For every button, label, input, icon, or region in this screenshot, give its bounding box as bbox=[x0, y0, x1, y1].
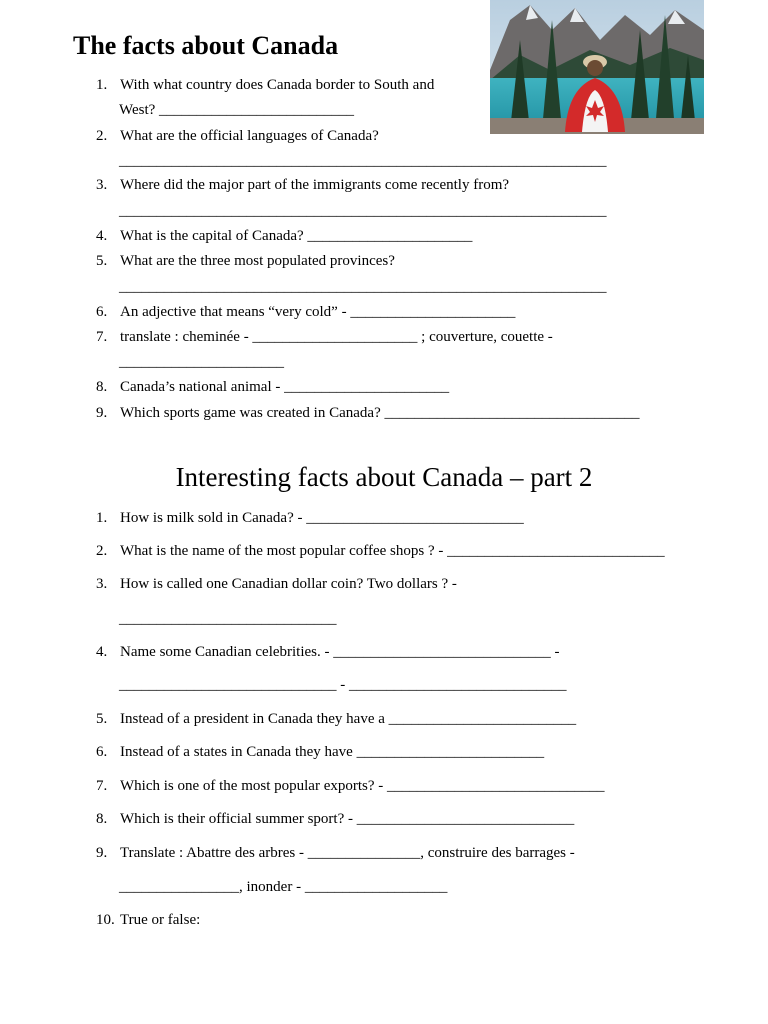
question-4 bbox=[96, 644, 696, 661]
question-number: 8. bbox=[96, 811, 108, 827]
question-9 bbox=[96, 405, 696, 422]
question-text: Which sports game was created in Canada? __________________________________ bbox=[120, 405, 640, 421]
answer-line: _____________________________ bbox=[119, 611, 337, 627]
question-text: Instead of a president in Canada they have a _________________________ bbox=[120, 711, 577, 727]
question-text: Where did the major part of the immigrants come recently from? bbox=[120, 177, 510, 193]
section-2-title: Interesting facts about Canada – part 2 bbox=[175, 462, 593, 492]
question-text: What are the official languages of Canada? bbox=[120, 128, 379, 144]
question-text: translate : cheminée - ______________________ ; couverture, couette - bbox=[120, 329, 553, 345]
question-number: 5. bbox=[96, 253, 108, 269]
question-text: What are the three most populated provinces? bbox=[120, 253, 395, 269]
canada-photo bbox=[490, 0, 704, 134]
answer-line: ________________, inonder - ___________________ bbox=[119, 879, 448, 895]
question-2 bbox=[96, 543, 696, 560]
question-number: 8. bbox=[96, 379, 108, 395]
question-6 bbox=[96, 304, 696, 321]
question-number: 9. bbox=[96, 405, 108, 421]
question-text: An adjective that means “very cold” - ______________________ bbox=[120, 304, 516, 320]
question-number: 5. bbox=[96, 711, 108, 727]
question-number: 4. bbox=[96, 228, 108, 244]
question-text: Translate : Abattre des arbres - _______________, construire des barrages - bbox=[120, 845, 575, 861]
question-10 bbox=[96, 912, 696, 929]
question-text: Instead of a states in Canada they have _________________________ bbox=[120, 744, 545, 760]
question-number: 1. bbox=[96, 510, 108, 526]
question-text: What is the name of the most popular coffee shops ? - _____________________________ bbox=[120, 543, 665, 559]
question-8 bbox=[96, 379, 696, 396]
question-2 bbox=[96, 128, 696, 145]
question-7 bbox=[96, 778, 696, 795]
answer-line: _________________________________________________________________ bbox=[119, 279, 607, 295]
question-text: Which is one of the most popular exports? - _____________________________ bbox=[120, 778, 605, 794]
question-number: 2. bbox=[96, 128, 108, 144]
question-6 bbox=[96, 744, 696, 761]
question-text: How is called one Canadian dollar coin? Two dollars ? - bbox=[120, 576, 457, 592]
question-text: True or false: bbox=[120, 912, 201, 928]
question-number: 7. bbox=[96, 329, 108, 345]
question-text: Canada’s national animal - ______________________ bbox=[120, 379, 450, 395]
question-5 bbox=[96, 253, 696, 270]
question-9 bbox=[96, 845, 696, 862]
question-number: 1. bbox=[96, 77, 108, 93]
answer-line: West? __________________________ bbox=[119, 102, 355, 118]
question-8 bbox=[96, 811, 696, 828]
answer-line: ______________________ bbox=[119, 354, 284, 370]
question-1 bbox=[96, 510, 696, 527]
question-5 bbox=[96, 711, 696, 728]
question-3 bbox=[96, 576, 696, 593]
question-1 bbox=[96, 77, 696, 94]
question-text: Name some Canadian celebrities. - _____________________________ - bbox=[120, 644, 560, 660]
question-number: 6. bbox=[96, 744, 108, 760]
question-number: 3. bbox=[96, 177, 108, 193]
question-number: 6. bbox=[96, 304, 108, 320]
question-text: Which is their official summer sport? - _____________________________ bbox=[120, 811, 575, 827]
question-3 bbox=[96, 177, 696, 194]
question-text: With what country does Canada border to South and bbox=[120, 77, 435, 93]
answer-line: _________________________________________________________________ bbox=[119, 153, 607, 169]
question-number: 10. bbox=[96, 912, 115, 928]
question-number: 2. bbox=[96, 543, 108, 559]
question-number: 9. bbox=[96, 845, 108, 861]
question-4 bbox=[96, 228, 696, 245]
question-number: 4. bbox=[96, 644, 108, 660]
worksheet-title: The facts about Canada bbox=[73, 31, 339, 60]
question-7 bbox=[96, 329, 696, 346]
question-text: How is milk sold in Canada? - _____________________________ bbox=[120, 510, 524, 526]
question-text: What is the capital of Canada? ______________________ bbox=[120, 228, 473, 244]
answer-line: _________________________________________________________________ bbox=[119, 203, 607, 219]
question-number: 7. bbox=[96, 778, 108, 794]
question-number: 3. bbox=[96, 576, 108, 592]
answer-line: _____________________________ - _____________________________ bbox=[119, 677, 567, 693]
